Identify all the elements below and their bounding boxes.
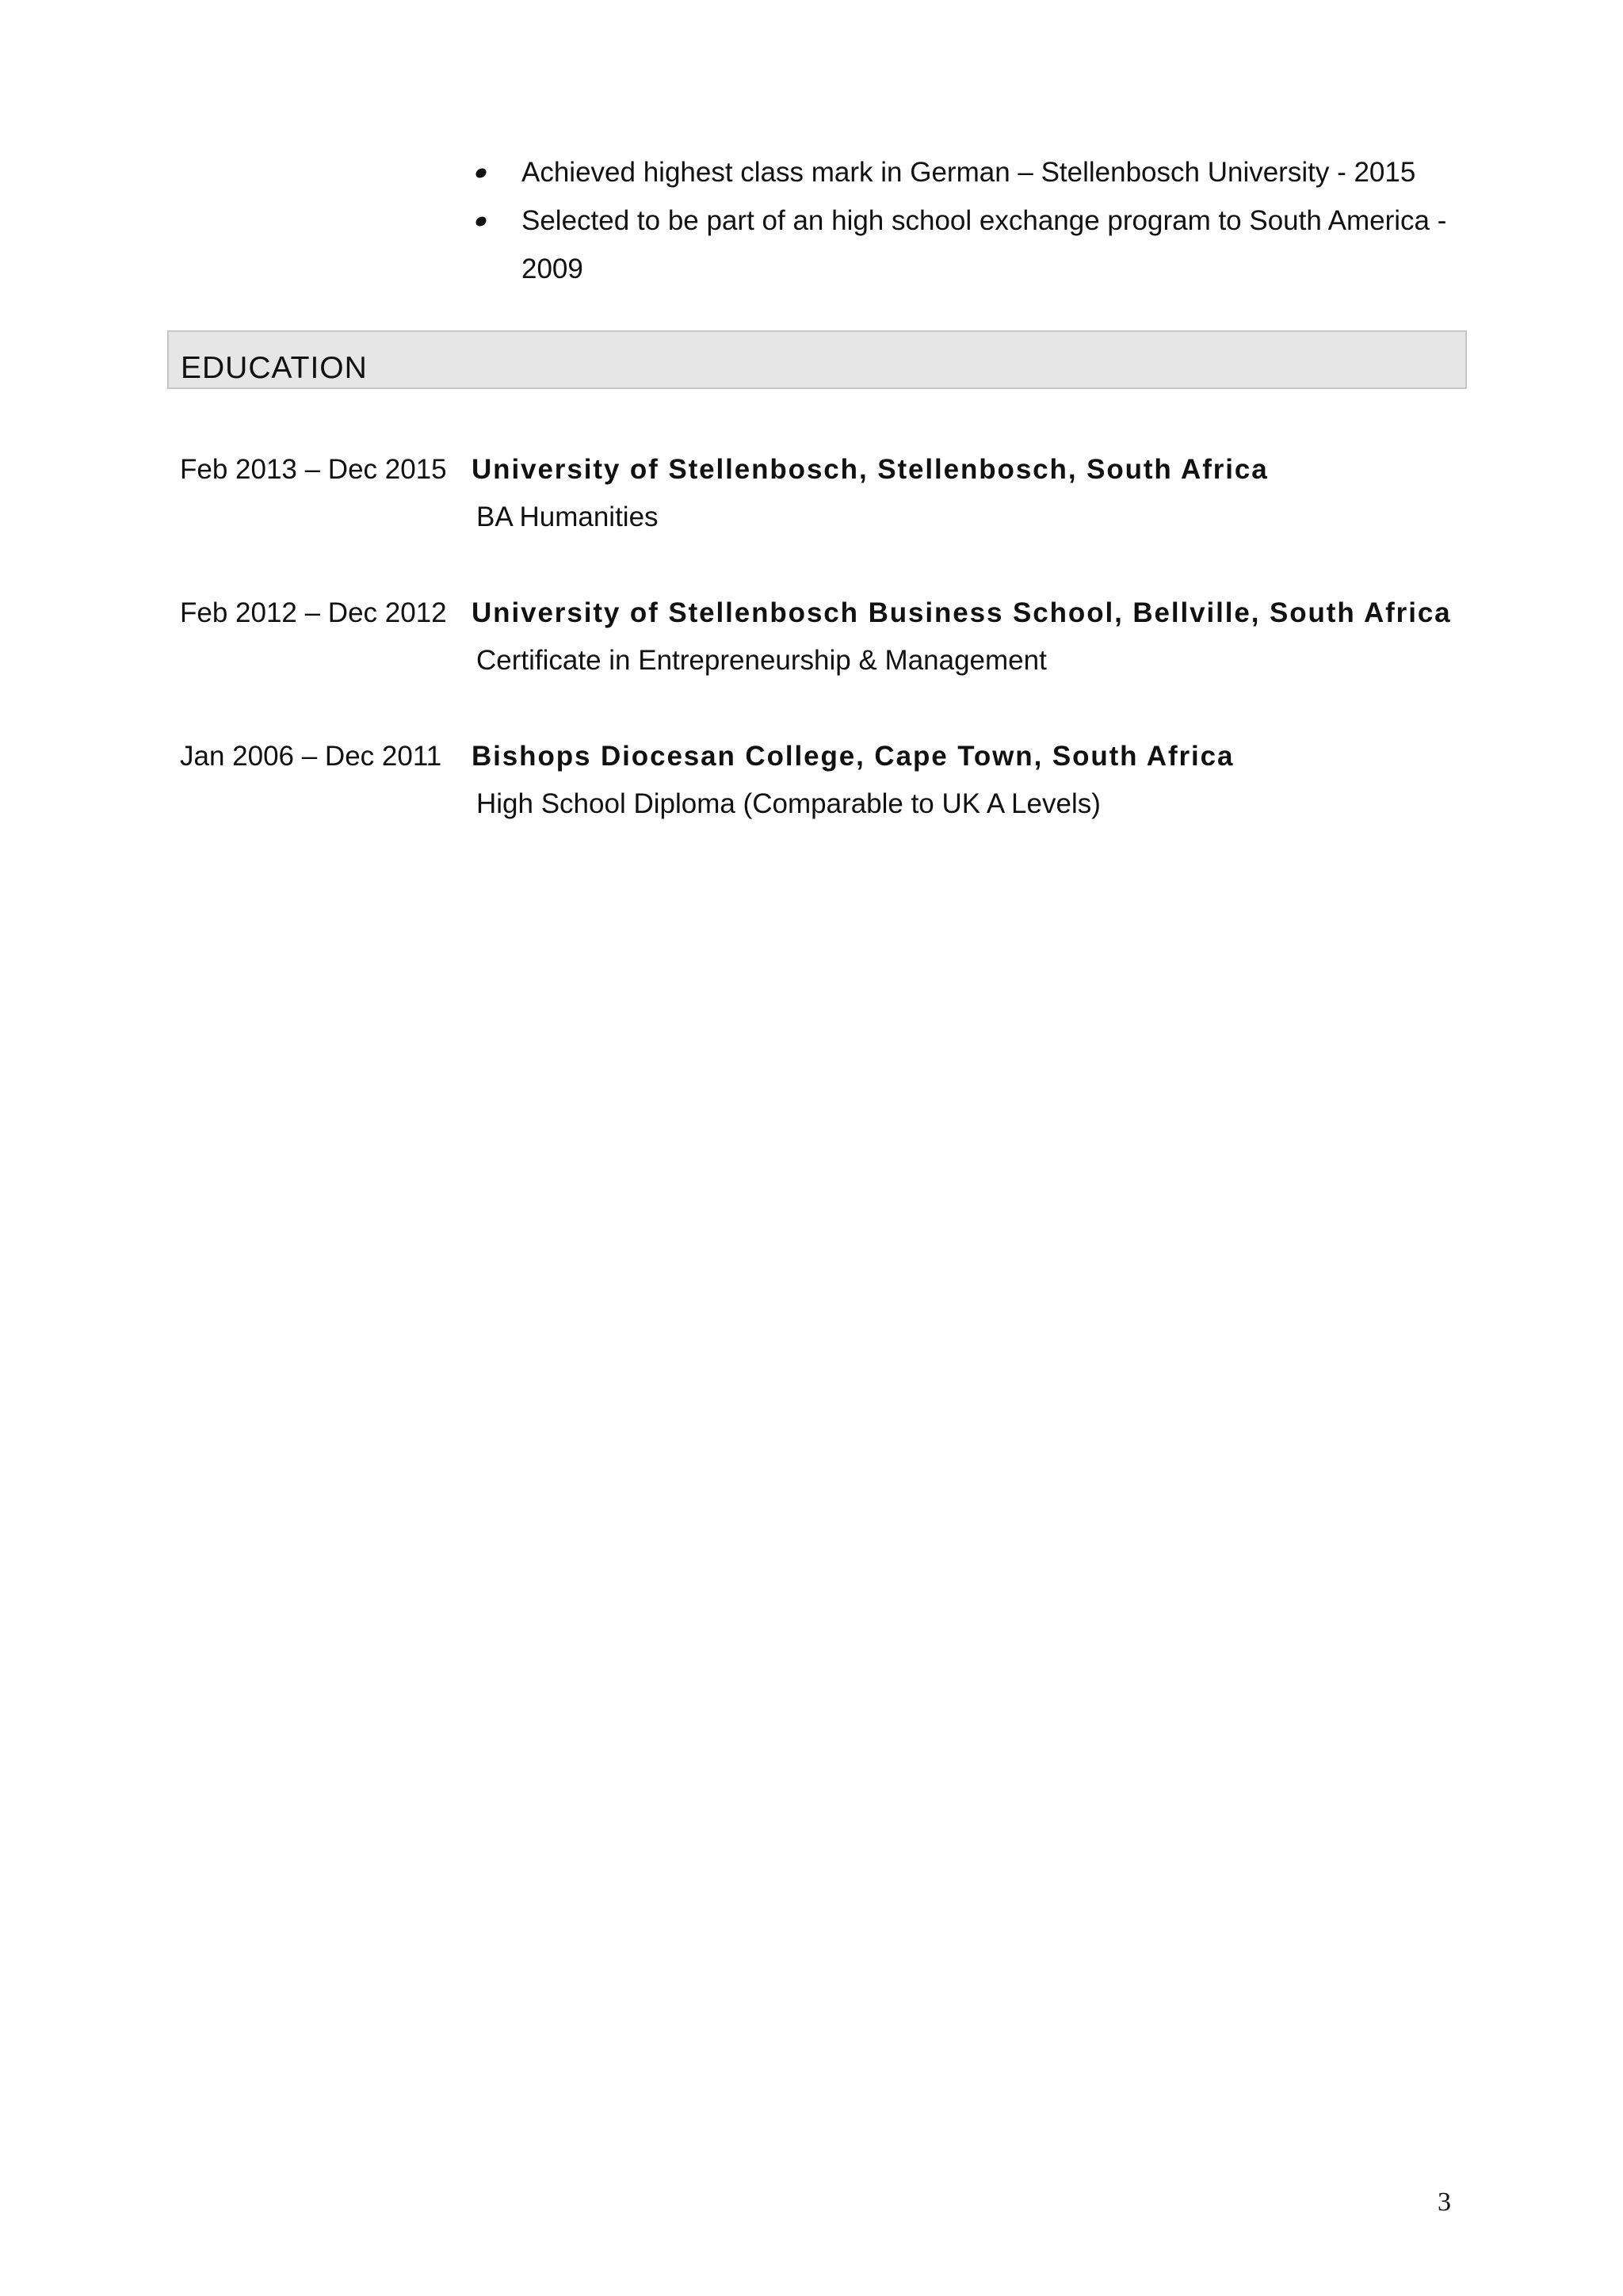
education-qualification: BA Humanities — [476, 502, 659, 532]
education-section-header — [167, 330, 1467, 389]
education-entry — [180, 596, 1480, 699]
bullet-icon — [474, 215, 488, 228]
education-entry — [180, 452, 1480, 555]
achievement-text: Selected to be part of an high school exchange program to South America - 2009 — [521, 205, 1447, 284]
education-entry — [180, 739, 1480, 842]
education-qualification: High School Diploma (Comparable to UK A Levels) — [476, 788, 1101, 819]
list-item — [464, 196, 1471, 293]
education-dates: Feb 2012 – Dec 2012 — [180, 597, 447, 628]
education-institution: Bishops Diocesan College, Cape Town, South Africa — [472, 741, 1235, 772]
education-qualification: Certificate in Entrepreneurship & Management — [476, 645, 1047, 676]
bullet-icon — [474, 166, 488, 180]
education-dates: Feb 2013 – Dec 2015 — [180, 454, 447, 485]
section-title: EDUCATION — [181, 351, 368, 385]
education-institution: University of Stellenbosch, Stellenbosch, South Africa — [472, 454, 1269, 485]
education-institution: University of Stellenbosch Business School, Bellville, South Africa — [472, 597, 1452, 628]
page-number: 3 — [1438, 2187, 1451, 2217]
list-item — [464, 148, 1471, 196]
achievements-list — [464, 148, 1471, 293]
achievement-text: Achieved highest class mark in German – Stellenbosch University - 2015 — [521, 157, 1416, 188]
education-dates: Jan 2006 – Dec 2011 — [180, 741, 442, 772]
